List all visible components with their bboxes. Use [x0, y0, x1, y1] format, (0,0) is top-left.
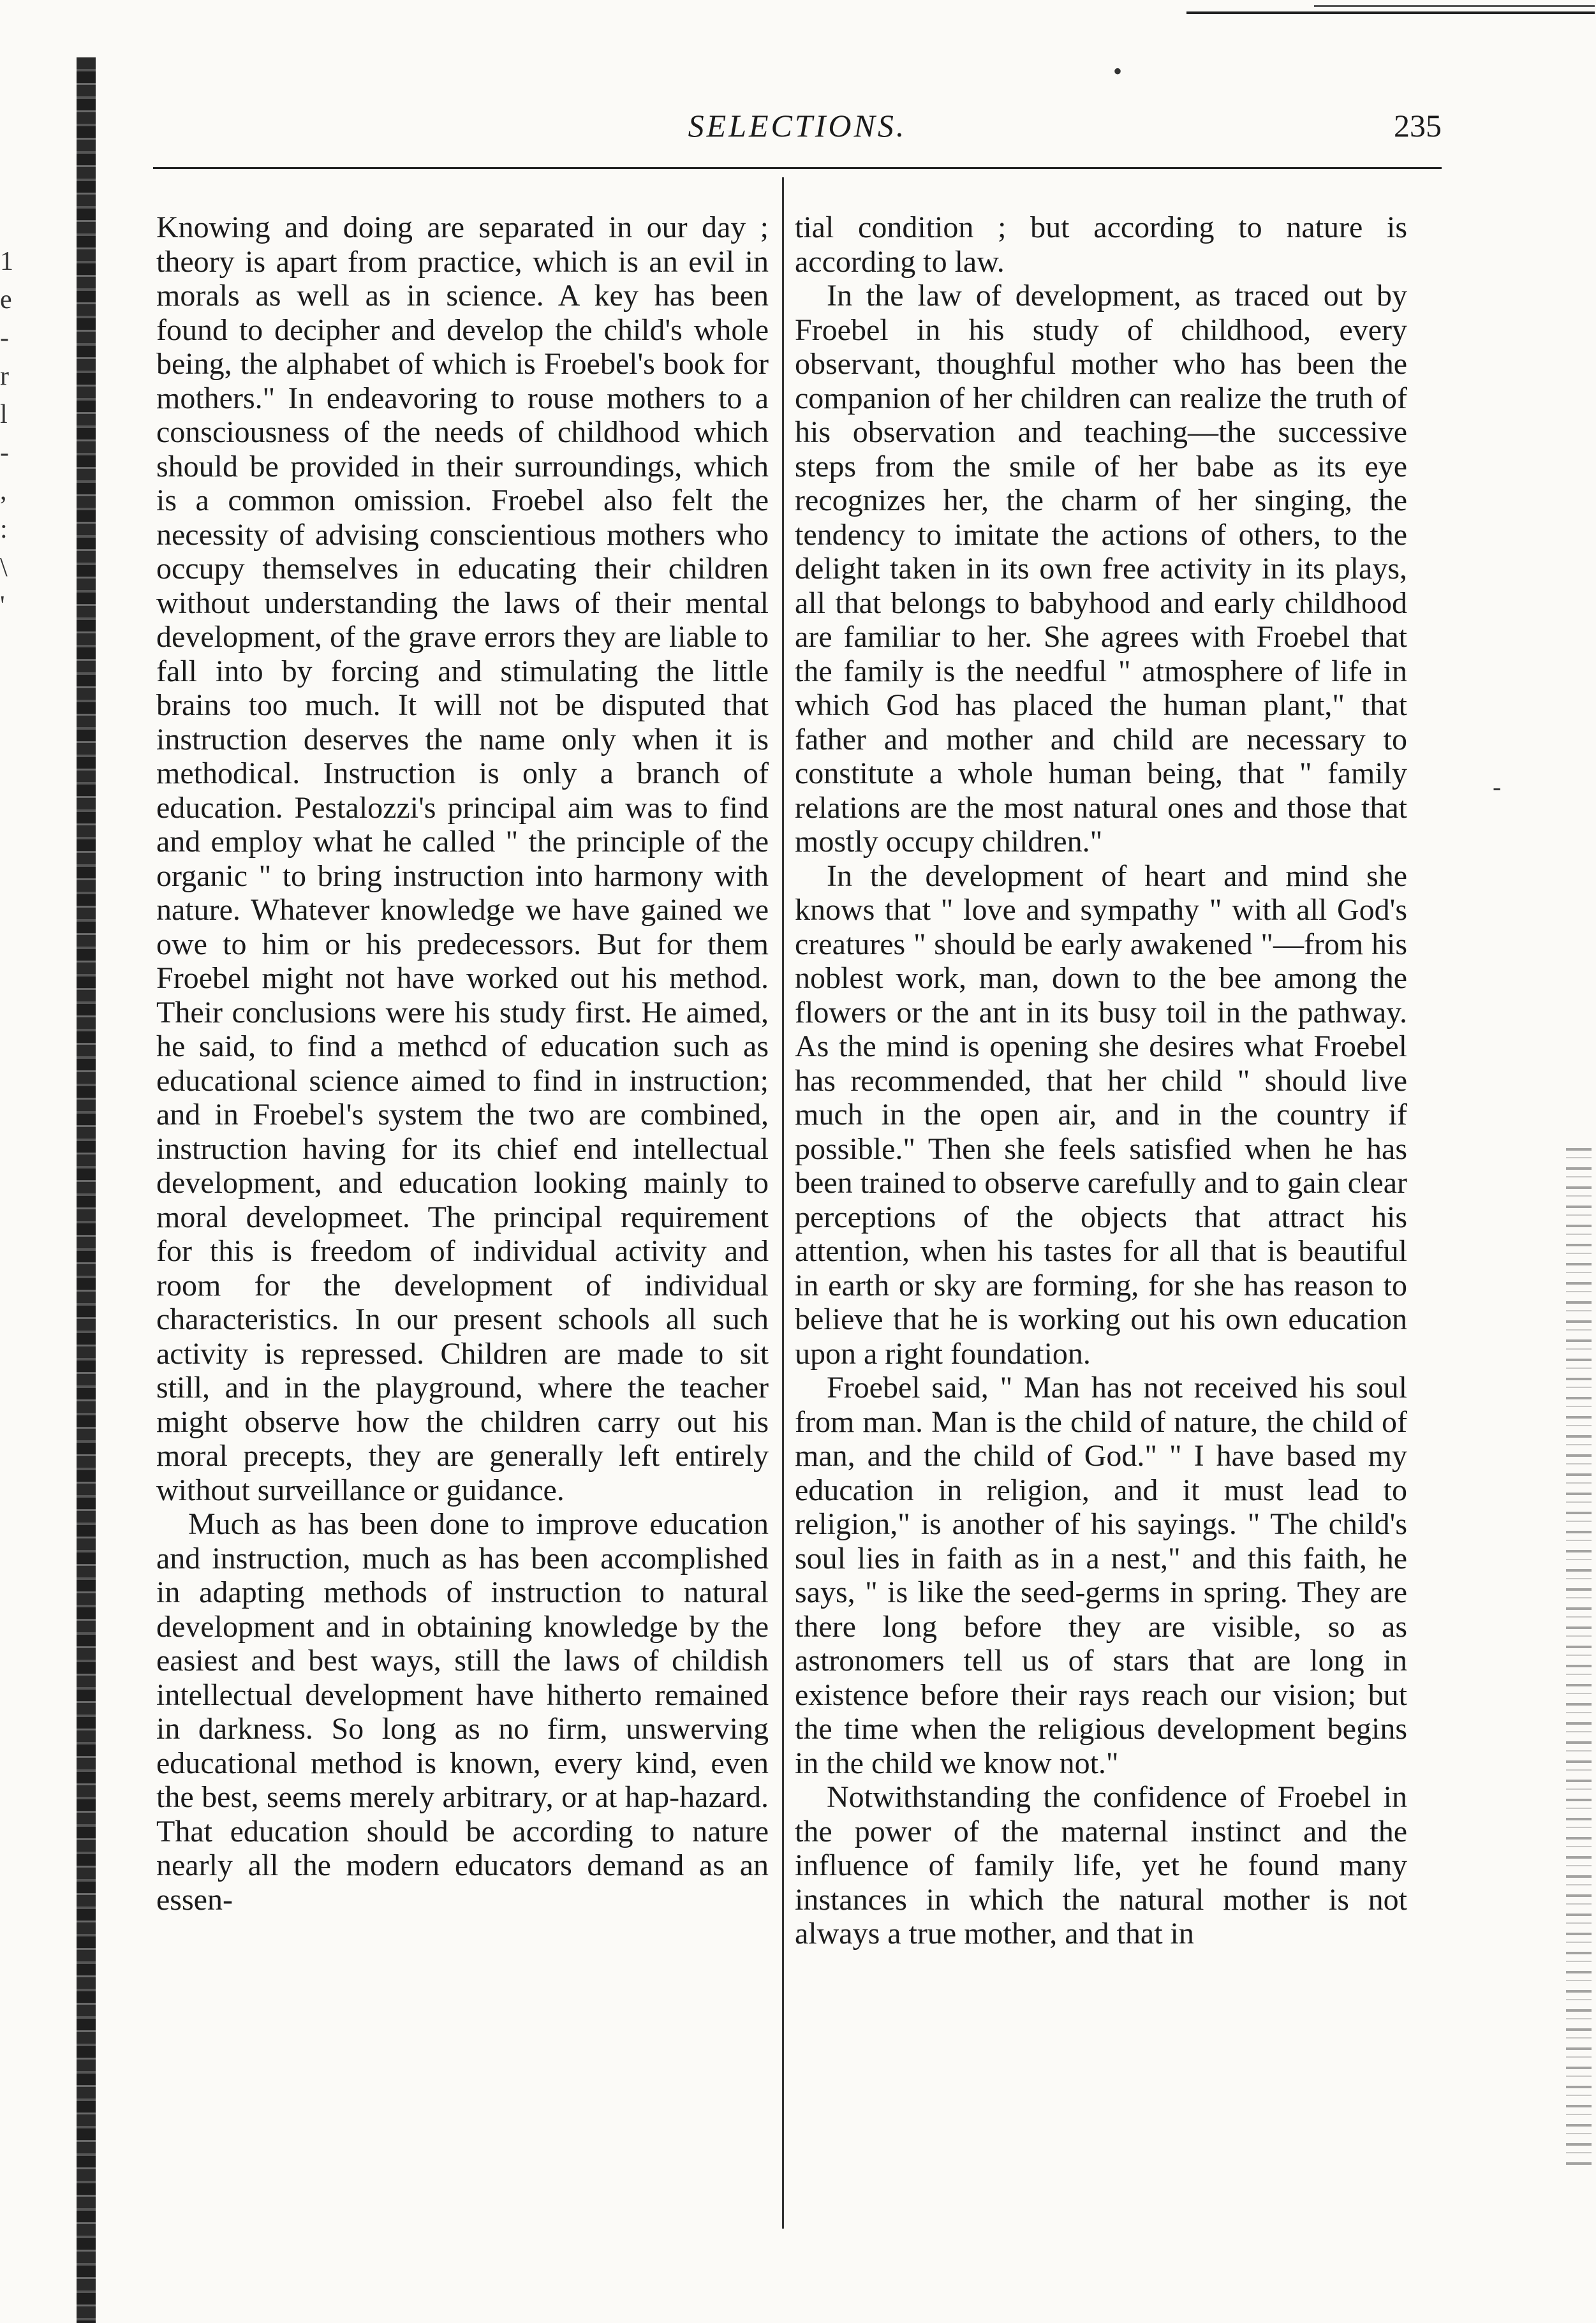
column-divider [782, 177, 784, 2229]
margin-mark: l [0, 400, 8, 429]
paragraph: Much as has been done to improve education and instruction, much as has been accomplished in adapting methods of instruction to natural development and in obtaining knowledge by the easiest and best ways, still the laws of childish intellectual development have hitherto remained in darkness. So long as no firm, unswerving educational method is known, every kind, even the best, seems merely arbitrary, or at hap-hazard. That education should be according to nature nearly all the modern educators demand as an essen- [156, 1507, 769, 1917]
right-column [795, 210, 1407, 1951]
top-edge-rule-short [1314, 5, 1595, 7]
paragraph: Notwithstanding the confidence of Froebel in the power of the maternal instinct and the influence of family life, yet he found many instances in which the natural mother is not always a true mother, and that in [795, 1780, 1407, 1951]
margin-mark: : [0, 515, 8, 544]
margin-mark: , [0, 476, 7, 506]
paragraph: tial condition ; but according to nature is according to law. [795, 210, 1407, 279]
margin-mark: r [0, 362, 9, 391]
paragraph: In the law of development, as traced out by Froebel in his study of childhood, every observant, thoughful mother who has been the companion of her children can realize the truth of his observation and teaching—the successive steps from the smile of her babe as its eye recognizes her, the charm of her singing, the tendency to imitate the actions of others, to the delight taken in its own free activity in its plays, all that belongs to babyhood and early childhood are familiar to her. She agrees with Froebel that the family is the needful " atmosphere of life in which God has placed the human plant," that father and mother and child are necessary to constitute a whole human being, that " family relations are the most natural ones and those that mostly occupy children." [795, 279, 1407, 859]
margin-mark: ' [0, 591, 5, 621]
stray-mark: - [1493, 772, 1502, 801]
paragraph: Froebel said, " Man has not received his soul from man. Man is the child of nature, the child of man, and the child of God." " I have based my education in religion, and it must lead to religion," is another of his sayings. " The child's soul lies in faith as in a nest," and this faith, he says, " is like the seed-germs in spring. They are there long before they are visible, so as astronomers tell us of stars that are long in existence before their rays reach our vision; but the time when the religious development begins in the child we know not." [795, 1371, 1407, 1780]
scan-edge-noise [1566, 1148, 1592, 2169]
margin-mark: - [0, 438, 9, 468]
stray-mark: • [1113, 57, 1123, 85]
margin-mark: - [0, 323, 9, 353]
left-column [156, 210, 769, 1917]
paragraph: Knowing and doing are separated in our day ; theory is apart from practice, which is an evil in morals as well as in science. A key has been found to decipher and develop the child's whole being, the alphabet of which is Froebel's book for mothers." In endeavoring to rouse mothers to a consciousness of the needs of childhood which should be provided in their surroundings, which is a common omission. Froebel also felt the necessity of advising conscientious mothers who occupy themselves in educating their children without understanding the laws of their mental development, of the grave errors they are liable to fall into by forcing and stimulating the little brains too much. It will not be disputed that instruction deserves the name only when it is methodical. Instruction is only a branch of education. Pestalozzi's principal aim was to find and employ what he called " the principle of the organic " to bring instruction into harmony with nature. Whatever knowledge we have gained we owe to him or his predecessors. But for them Froebel might not have worked out his method. Their conclusions were his study first. He aimed, he said, to find a methcd of education such as educational science aimed to find in instruction; and in Froebel's system the two are combined, instruction having for its chief end intellectual development, and education looking mainly to moral developmeet. The principal requirement for this is freedom of individual activity and room for the development of individual characteristics. In our present schools all such activity is repressed. Children are made to sit still, and in the playground, where the teacher might observe how the children carry out his moral precepts, they are generally left entirely without surveillance or guidance. [156, 210, 769, 1507]
margin-marks [0, 242, 26, 625]
page-number: 235 [1394, 108, 1442, 144]
binding-gutter [77, 57, 96, 2323]
running-title: SELECTIONS. [688, 108, 907, 144]
margin-mark: \ [0, 553, 8, 582]
top-edge-rule [1186, 11, 1595, 14]
margin-mark: e [0, 285, 12, 314]
page-header [153, 107, 1442, 158]
header-rule [153, 167, 1442, 169]
margin-mark: 1 [0, 247, 13, 276]
paragraph: In the development of heart and mind she knows that " love and sympathy " with all God's creatures " should be early awakened "—from his noblest work, man, down to the bee among the flowers or the ant in its busy toil in the pathway. As the mind is opening she desires what Froebel has recommended, that her child " should live much in the open air, and in the country if possible." Then she feels satisfied when he has been trained to observe carefully and to gain clear perceptions of the objects that attract his attention, when his tastes for all that is beautiful in earth or sky are forming, for she has reason to believe that he is working out his own education upon a right foundation. [795, 859, 1407, 1371]
